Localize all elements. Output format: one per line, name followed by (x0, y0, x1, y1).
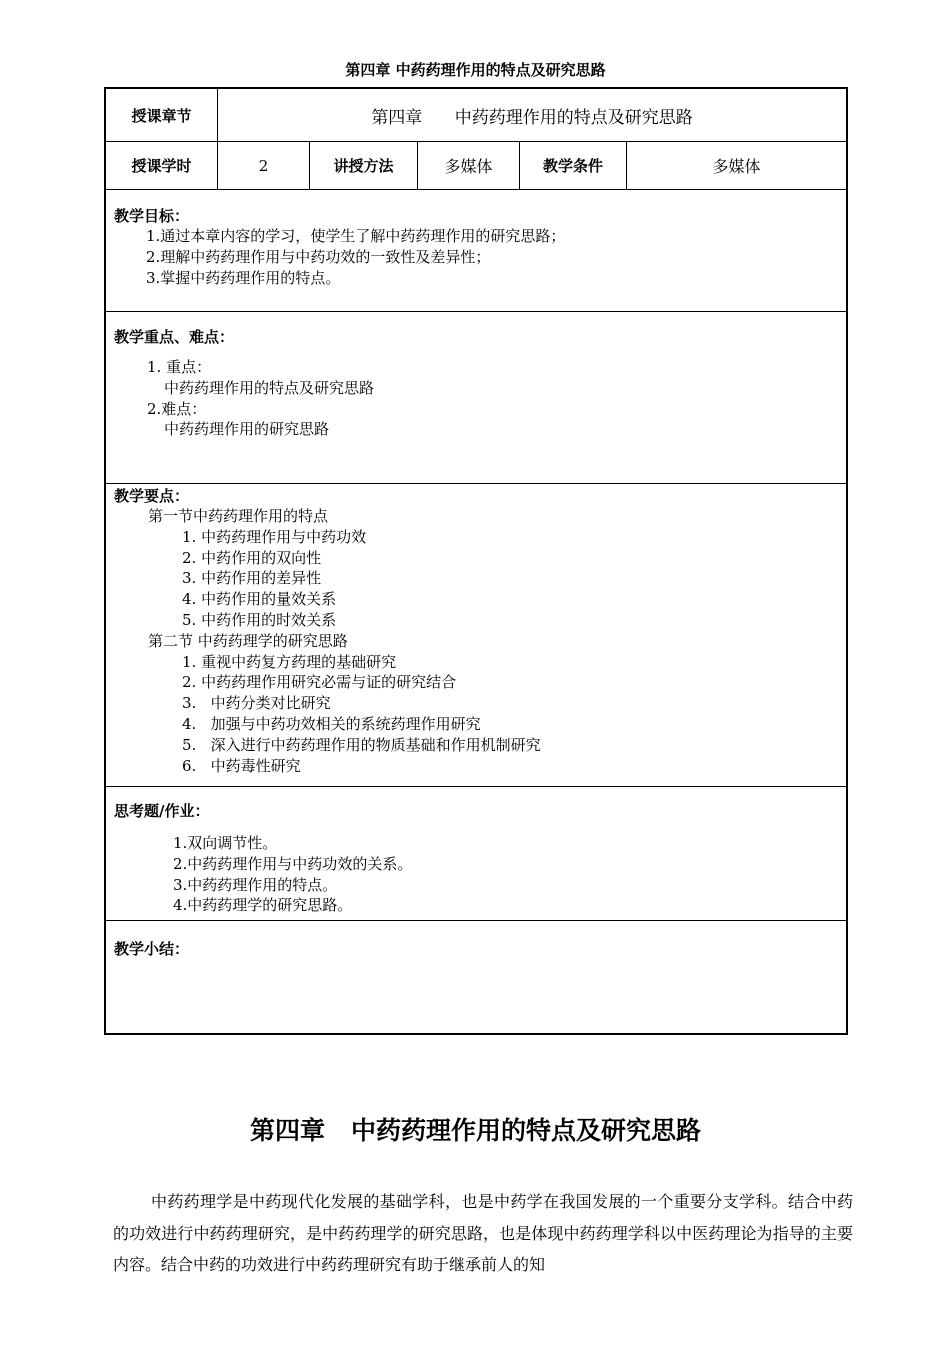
homework-section (106, 787, 846, 921)
chapter-label: 授课章节 (106, 89, 218, 141)
key-points-line: 中药药理作用的特点及研究思路 (164, 378, 375, 397)
homework-line: 3.中药药理作用的特点。 (173, 875, 338, 894)
essentials-line: 4. 中药作用的量效关系 (182, 590, 337, 609)
essentials-line: 6. 中药毒性研究 (182, 756, 301, 775)
condition-label: 教学条件 (520, 142, 627, 189)
intro-paragraph: 中药药理学是中药现代化发展的基础学科，也是中药学在我国发展的一个重要分支学科。结合中药的功效进行中药药理研究，是中药药理学的研究思路，也是体现中药药理学科以中医药理论为指导的主要内容。结合中药的功效进行中药药理研究有助于继承前人的知 (113, 1192, 853, 1274)
essentials-line: 5. 中药作用的时效关系 (182, 610, 337, 629)
key-points-heading: 教学重点、难点： (114, 328, 235, 346)
essentials-line: 2. 中药药理作用研究必需与证的研究结合 (182, 673, 457, 692)
row-chapter (106, 89, 846, 142)
hours-label: 授课学时 (106, 142, 218, 189)
goals-line: 1.通过本章内容的学习，使学生了解中药药理作用的研究思路； (146, 227, 566, 245)
essentials-line: 3. 中药作用的差异性 (182, 569, 322, 588)
homework-line: 2.中药药理作用与中药功效的关系。 (173, 854, 413, 873)
essentials-line: 4. 加强与中药功效相关的系统药理作用研究 (182, 714, 481, 733)
essentials-line: 2. 中药作用的双向性 (182, 548, 322, 567)
goals-line: 3.掌握中药药理作用的特点。 (146, 268, 341, 287)
essentials-line: 5. 深入进行中药药理作用的物质基础和作用机制研究 (182, 735, 541, 754)
goals-section (106, 190, 846, 312)
method-label: 讲授方法 (310, 142, 418, 189)
essentials-line: 第二节 中药药理学的研究思路 (148, 631, 348, 650)
essentials-line: 1. 中药药理作用与中药功效 (182, 527, 367, 546)
key-points-line: 2.难点： (147, 399, 207, 418)
row-hours (106, 142, 846, 190)
method-value: 多媒体 (418, 142, 520, 189)
key-points-line: 中药药理作用的研究思路 (164, 420, 330, 439)
goals-heading: 教学目标： (114, 207, 190, 225)
condition-value: 多媒体 (712, 157, 761, 176)
key-points-section (106, 312, 846, 484)
hours-value: 2 (218, 142, 310, 189)
homework-line: 1.双向调节性。 (173, 834, 278, 852)
key-points-line: 1. 重点： (147, 358, 212, 376)
essentials-line: 3. 中药分类对比研究 (182, 694, 331, 713)
essentials-heading: 教学要点： (114, 487, 190, 505)
homework-line: 4.中药药理学的研究思路。 (173, 896, 353, 915)
homework-heading: 思考题/作业： (114, 802, 210, 820)
header-title: 第四章 中药药理作用的特点及研究思路 (345, 61, 606, 79)
lesson-plan-table (104, 87, 848, 1035)
chapter-value: 第四章 中药药理作用的特点及研究思路 (371, 107, 693, 128)
essentials-line: 第一节中药药理作用的特点 (148, 507, 329, 525)
essentials-line: 1. 重视中药复方药理的基础研究 (182, 652, 397, 671)
summary-section (106, 921, 846, 1033)
goals-line: 2.理解中药药理作用与中药功效的一致性及差异性； (146, 247, 491, 266)
summary-heading: 教学小结： (114, 940, 190, 958)
chapter-title: 第四章 中药药理作用的特点及研究思路 (249, 1116, 702, 1145)
essentials-section (106, 484, 846, 787)
